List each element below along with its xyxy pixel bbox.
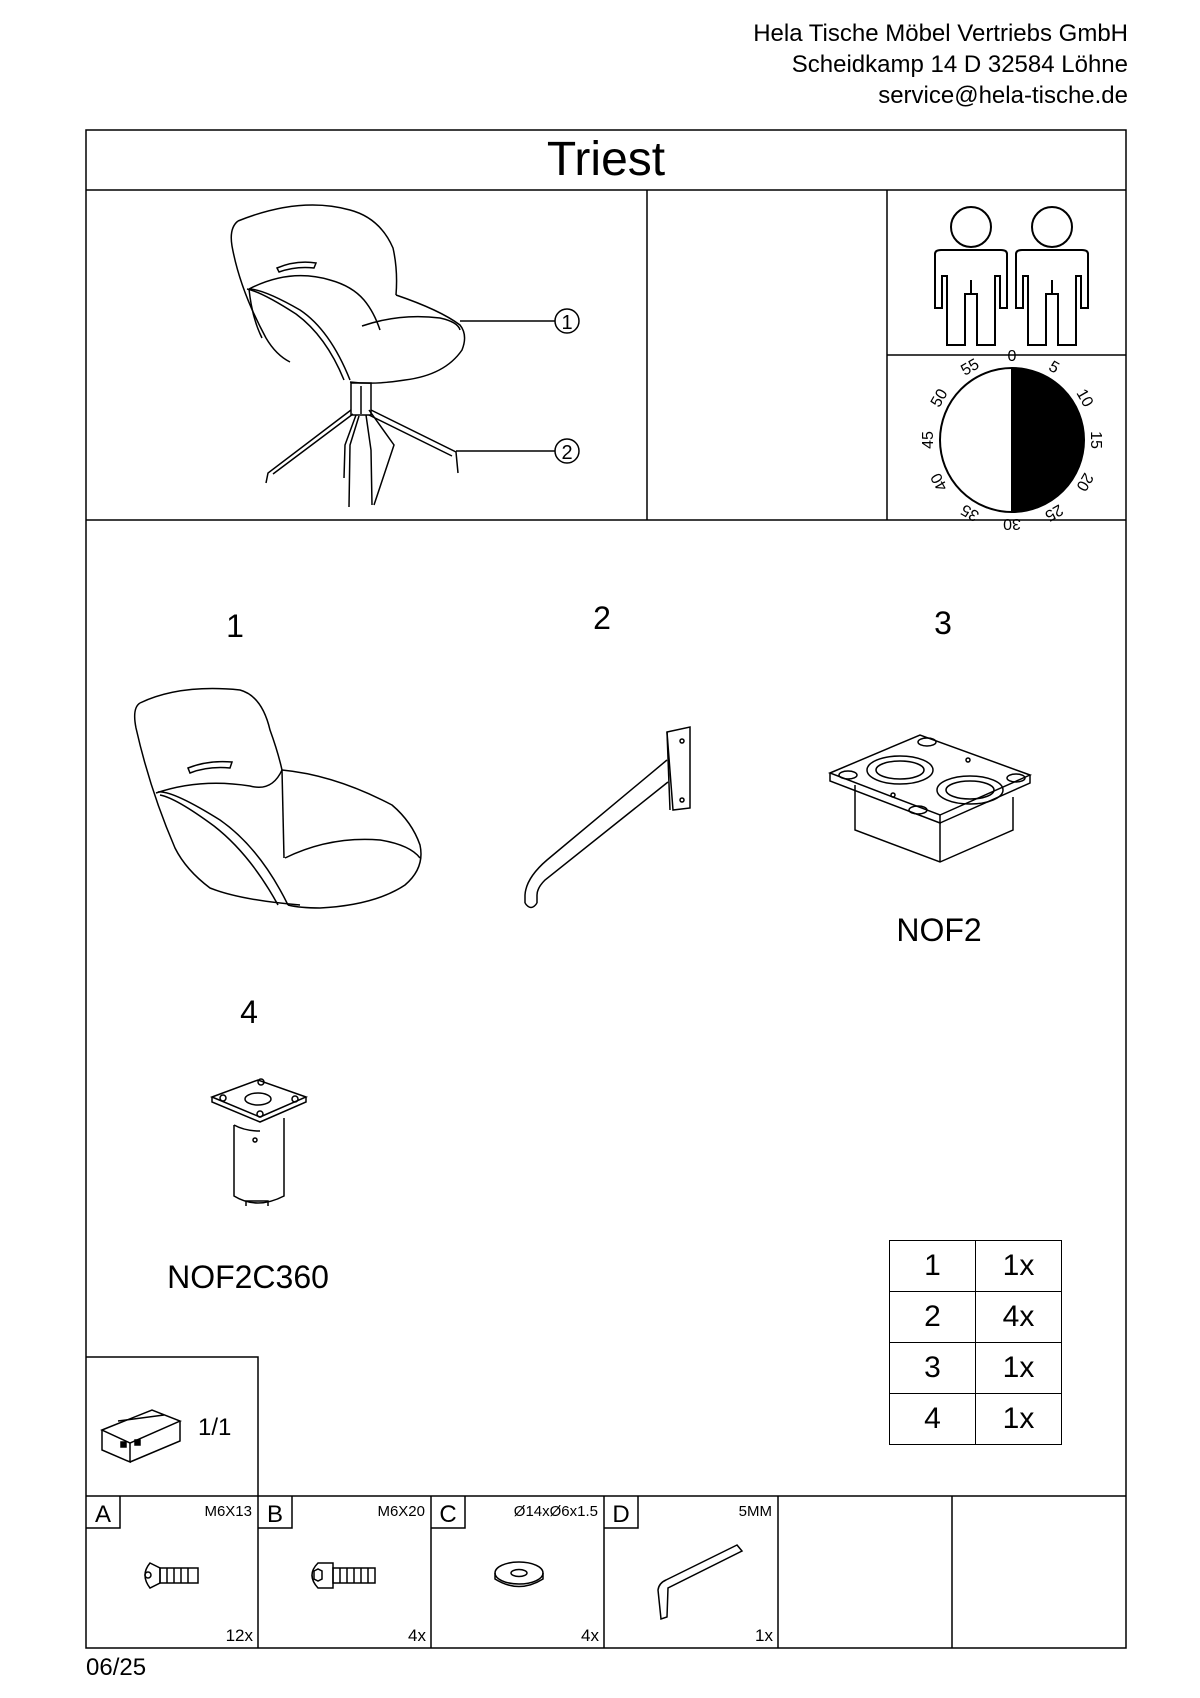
hardware-d-qty: 1x <box>755 1626 773 1645</box>
footer-date: 06/25 <box>86 1654 147 1681</box>
clock-mark-55: 55 <box>958 355 983 380</box>
company-address: Scheidkamp 14 D 32584 Löhne <box>791 51 1128 78</box>
part-2-number: 2 <box>593 600 611 636</box>
callout-2-label: 2 <box>561 442 573 464</box>
overview-chair-illustration <box>231 205 579 507</box>
part-4-code: NOF2C360 <box>167 1259 329 1295</box>
table-row <box>890 1394 1062 1445</box>
product-title: Triest <box>546 133 666 186</box>
hardware-a-size: M6X13 <box>204 1503 252 1520</box>
clock-mark-10: 10 <box>1072 386 1097 411</box>
clock-mark-25: 25 <box>1041 500 1066 525</box>
table-row <box>890 1241 1062 1292</box>
qty-part-cell: 3 <box>890 1343 976 1394</box>
company-name: Hela Tische Möbel Vertriebs GmbH <box>753 20 1128 47</box>
countersunk-bolt-icon <box>145 1563 198 1588</box>
clock-mark-35: 35 <box>958 500 983 525</box>
hex-socket-bolt-icon <box>312 1563 375 1588</box>
qty-count-cell: 4x <box>976 1292 1062 1343</box>
carton-box-icon <box>102 1410 180 1462</box>
clock-mark-15: 15 <box>1087 431 1104 449</box>
package-count: 1/1 <box>198 1414 232 1441</box>
hardware-b-size: M6X20 <box>377 1503 425 1520</box>
connector-illustration <box>212 1079 306 1206</box>
qty-part-cell: 4 <box>890 1394 976 1445</box>
hardware-c-qty: 4x <box>581 1626 599 1645</box>
clock-mark-5: 5 <box>1045 358 1062 378</box>
part-4-number: 4 <box>240 994 258 1030</box>
clock-mark-30: 30 <box>1003 515 1021 532</box>
qty-count-cell: 1x <box>976 1394 1062 1445</box>
clock-mark-45: 45 <box>920 431 937 449</box>
swivel-plate-illustration <box>830 735 1030 862</box>
chair-leg-illustration <box>525 727 690 908</box>
part-3-number: 3 <box>934 605 952 641</box>
hardware-b-letter: B <box>266 1501 284 1528</box>
hardware-b-qty: 4x <box>408 1626 426 1645</box>
clock-mark-50: 50 <box>927 386 952 411</box>
two-persons-icon <box>935 207 1088 345</box>
clock-mark-40: 40 <box>927 469 952 494</box>
assembly-time-clock-icon <box>940 368 1084 512</box>
parts-quantity-table <box>889 1240 1062 1445</box>
hardware-d-size: 5MM <box>738 1503 772 1520</box>
hardware-c-letter: C <box>439 1501 457 1528</box>
seat-shell-illustration <box>135 689 421 908</box>
table-row <box>890 1343 1062 1394</box>
washer-icon <box>495 1562 543 1587</box>
table-row <box>890 1292 1062 1343</box>
company-email: service@hela-tische.de <box>878 82 1128 109</box>
qty-count-cell: 1x <box>976 1343 1062 1394</box>
clock-mark-20: 20 <box>1072 469 1097 494</box>
qty-part-cell: 1 <box>890 1241 976 1292</box>
qty-part-cell: 2 <box>890 1292 976 1343</box>
allen-key-icon <box>658 1545 742 1619</box>
part-1-number: 1 <box>226 608 244 644</box>
hardware-a-qty: 12x <box>225 1626 253 1645</box>
part-3-code: NOF2 <box>896 912 982 948</box>
clock-mark-0: 0 <box>1007 348 1017 365</box>
hardware-c-size: Ø14xØ6x1.5 <box>513 1503 598 1520</box>
hardware-d-letter: D <box>612 1501 630 1528</box>
callout-1-label: 1 <box>561 312 573 334</box>
hardware-a-letter: A <box>94 1501 112 1528</box>
qty-count-cell: 1x <box>976 1241 1062 1292</box>
